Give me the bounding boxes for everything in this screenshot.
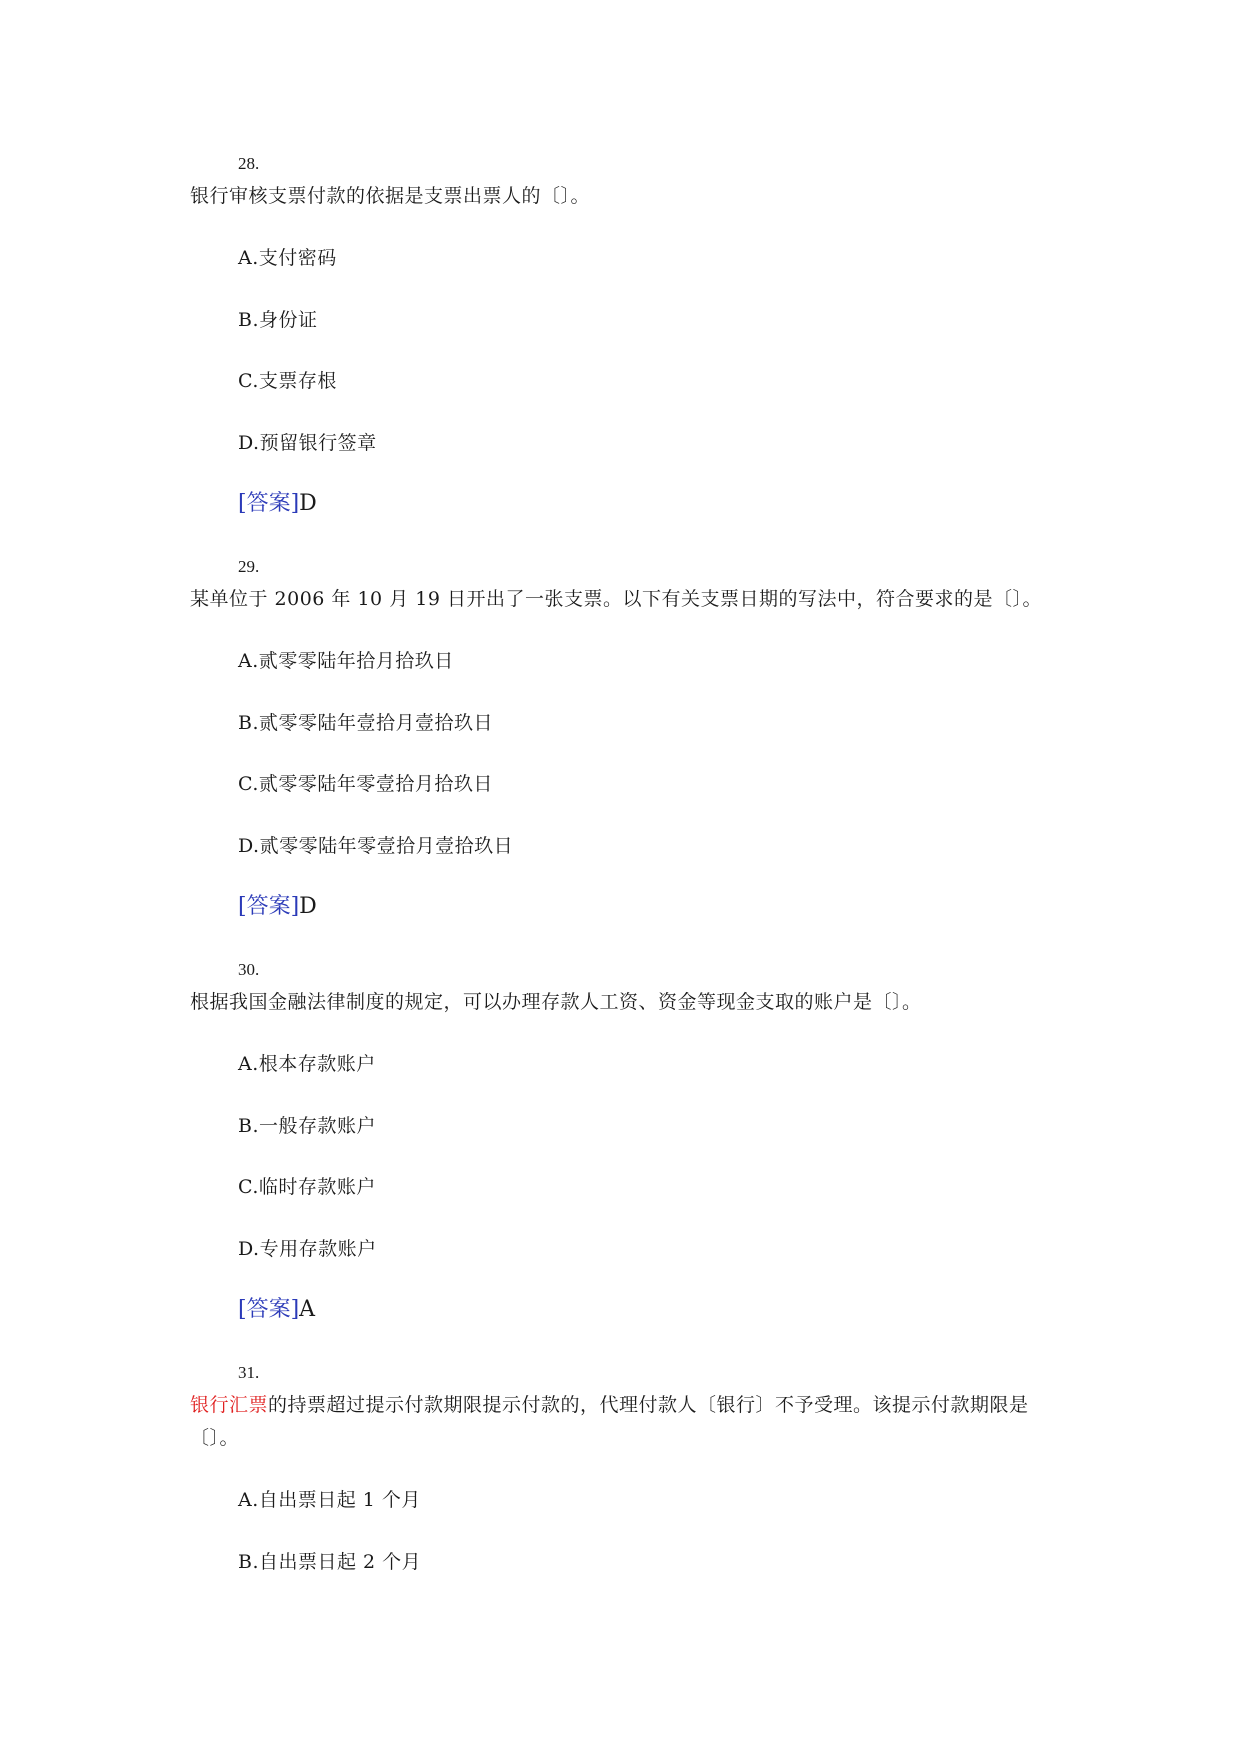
- answer-label: [答案]: [238, 894, 300, 919]
- question-stem: 银行审核支票付款的依据是支票出票人的〔〕。: [190, 185, 591, 207]
- answer-value: D: [299, 894, 317, 919]
- option-b: B.身份证: [238, 309, 318, 331]
- answer-value: D: [299, 491, 317, 516]
- answer-label: [答案]: [238, 1297, 300, 1322]
- question-stem-text: 的持票超过提示付款期限提示付款的，代理付款人〔银行〕不予受理。该提示付款期限是〔〕。: [190, 1394, 1029, 1449]
- option-a: A.自出票日起 1 个月: [238, 1489, 421, 1511]
- answer-value: A: [299, 1297, 316, 1322]
- question-stem: 根据我国金融法律制度的规定，可以办理存款人工资、资金等现金支取的账户是〔〕。: [190, 991, 922, 1013]
- answer-label: [答案]: [238, 491, 300, 516]
- option-a: A.贰零零陆年拾月拾玖日: [238, 650, 454, 672]
- answer: [238, 1296, 315, 1324]
- option-d: D.专用存款账户: [238, 1238, 377, 1260]
- option-a: A.支付密码: [238, 247, 337, 269]
- option-d: D.贰零零陆年零壹拾月壹拾玖日: [238, 835, 514, 857]
- option-b: B.贰零零陆年壹拾月壹拾玖日: [238, 712, 494, 734]
- option-b: B.一般存款账户: [238, 1115, 377, 1137]
- option-d: D.预留银行签章: [238, 432, 377, 454]
- answer: [238, 893, 317, 921]
- option-c: C.支票存根: [238, 370, 337, 392]
- option-b: B.自出票日起 2 个月: [238, 1551, 422, 1573]
- question-number: 31.: [238, 1363, 260, 1382]
- question-number: 30.: [238, 960, 260, 979]
- question-stem: 某单位于 2006 年 10 月 19 日开出了一张支票。以下有关支票日期的写法中，符合要求的是〔〕。: [190, 588, 1042, 610]
- question-stem: [190, 1389, 1070, 1455]
- question-number: 29.: [238, 557, 260, 576]
- question-number: 28.: [238, 154, 260, 173]
- answer: [238, 490, 317, 518]
- option-a: A.根本存款账户: [238, 1053, 376, 1075]
- option-c: C.临时存款账户: [238, 1176, 376, 1198]
- highlighted-term: 银行汇票: [190, 1394, 269, 1416]
- option-c: C.贰零零陆年零壹拾月拾玖日: [238, 773, 493, 795]
